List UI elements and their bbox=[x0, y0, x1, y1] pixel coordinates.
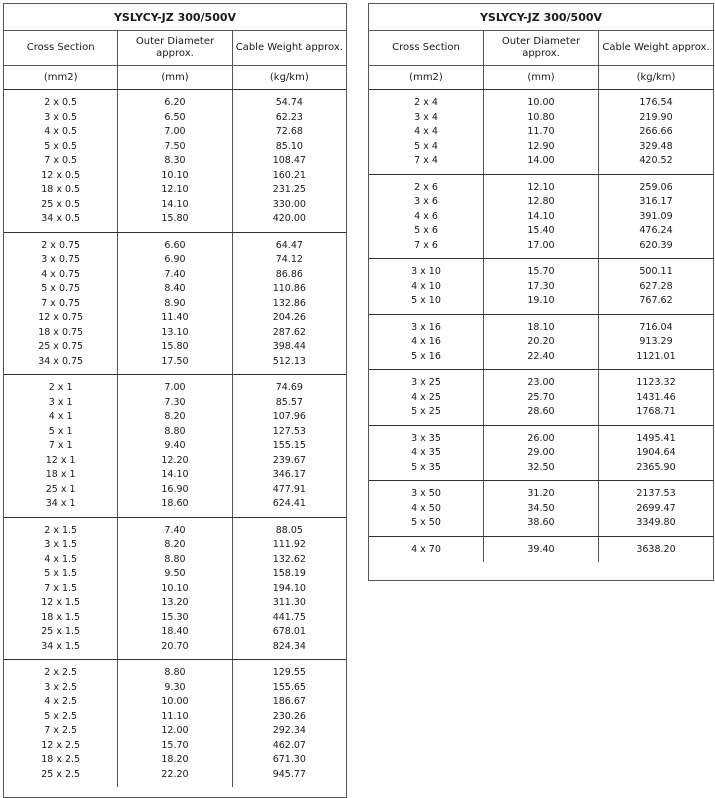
cable-weight-cell: 108.47 bbox=[272, 155, 306, 166]
cable-weight-cell: 330.00 bbox=[272, 198, 306, 210]
cross-section-cell: 2 x 1 bbox=[48, 382, 73, 393]
cable-weight-cell: 204.26 bbox=[272, 312, 306, 323]
cross-section-cell: 3 x 50 bbox=[411, 488, 441, 499]
outer-diameter-cell: 17.00 bbox=[527, 239, 555, 251]
cross-section-cell: 4 x 6 bbox=[414, 210, 438, 222]
cross-section-column bbox=[369, 426, 484, 481]
cross-section-cell: 5 x 6 bbox=[414, 225, 438, 236]
cross-section-column bbox=[369, 370, 484, 425]
outer-diameter-cell: 25.70 bbox=[527, 391, 555, 403]
outer-diameter-cell: 6.60 bbox=[164, 239, 186, 251]
cross-section-cell: 34 x 0.75 bbox=[38, 355, 84, 367]
cable-weight-column bbox=[599, 481, 713, 536]
outer-diameter-cell: 7.00 bbox=[164, 382, 186, 393]
row-group bbox=[4, 375, 346, 518]
unit-header-row bbox=[4, 66, 346, 90]
outer-diameter-cell: 14.10 bbox=[527, 210, 555, 222]
cross-section-cell: 25 x 0.75 bbox=[38, 341, 84, 352]
cable-weight-cell: 72.68 bbox=[275, 126, 303, 137]
cable-weight-cell: 88.05 bbox=[275, 524, 303, 536]
outer-diameter-cell: 11.40 bbox=[161, 312, 189, 323]
cable-weight-cell: 2365.90 bbox=[636, 461, 676, 473]
cross-section-cell: 18 x 2.5 bbox=[41, 754, 81, 765]
cross-section-cell: 34 x 1.5 bbox=[41, 640, 81, 652]
column-header-row bbox=[4, 31, 346, 66]
cable-weight-cell: 391.09 bbox=[639, 210, 673, 222]
outer-diameter-cell: 10.00 bbox=[527, 97, 555, 108]
cross-section-column bbox=[4, 90, 118, 232]
column-header: Cable Weight approx. bbox=[602, 42, 710, 53]
outer-diameter-column bbox=[484, 90, 599, 174]
outer-diameter-cell: 12.00 bbox=[161, 725, 189, 736]
outer-diameter-cell: 11.70 bbox=[527, 126, 555, 137]
cable-weight-cell: 85.10 bbox=[275, 140, 303, 152]
cable-weight-cell: 3638.20 bbox=[636, 543, 676, 555]
cable-weight-cell: 716.04 bbox=[639, 321, 673, 333]
outer-diameter-column bbox=[118, 233, 232, 375]
cable-weight-column bbox=[233, 90, 346, 232]
outer-diameter-cell: 7.50 bbox=[164, 140, 186, 152]
row-group bbox=[369, 259, 713, 315]
outer-diameter-cell: 32.50 bbox=[527, 461, 555, 473]
column-header: Cross Section bbox=[369, 31, 484, 65]
column-header: Outer Diameter approx. bbox=[118, 31, 232, 65]
outer-diameter-cell: 12.10 bbox=[161, 184, 189, 195]
cross-section-cell: 3 x 6 bbox=[414, 196, 438, 207]
cable-weight-column bbox=[599, 259, 713, 314]
cable-weight-cell: 2137.53 bbox=[636, 488, 676, 499]
cable-weight-column bbox=[233, 660, 346, 787]
cross-section-cell: 5 x 1.5 bbox=[44, 568, 78, 579]
cable-weight-column bbox=[233, 518, 346, 660]
cable-weight-cell: 824.34 bbox=[272, 640, 306, 652]
cable-weight-cell: 127.53 bbox=[272, 425, 306, 437]
outer-diameter-column bbox=[484, 175, 599, 259]
cross-section-cell: 3 x 1 bbox=[48, 396, 73, 408]
table-body bbox=[369, 90, 713, 562]
outer-diameter-cell: 20.70 bbox=[161, 640, 189, 652]
cross-section-cell: 7 x 1 bbox=[48, 440, 73, 451]
outer-diameter-cell: 28.60 bbox=[527, 406, 555, 417]
cross-section-cell: 3 x 25 bbox=[411, 377, 441, 388]
cross-section-cell: 3 x 4 bbox=[414, 111, 438, 123]
outer-diameter-cell: 11.10 bbox=[161, 710, 189, 722]
outer-diameter-cell: 29.00 bbox=[527, 447, 555, 458]
cable-weight-cell: 311.30 bbox=[272, 597, 306, 608]
cable-weight-column bbox=[599, 426, 713, 481]
cross-section-cell: 3 x 0.5 bbox=[44, 111, 78, 123]
outer-diameter-cell: 34.50 bbox=[527, 502, 555, 514]
outer-diameter-cell: 6.90 bbox=[164, 254, 186, 265]
outer-diameter-cell: 18.60 bbox=[161, 498, 189, 509]
outer-diameter-cell: 18.20 bbox=[161, 754, 189, 765]
cable-weight-cell: 1431.46 bbox=[636, 391, 676, 403]
cross-section-cell: 12 x 1.5 bbox=[41, 597, 81, 608]
cable-weight-cell: 132.62 bbox=[272, 553, 306, 565]
outer-diameter-cell: 22.20 bbox=[161, 768, 189, 780]
cable-weight-cell: 913.29 bbox=[639, 336, 673, 347]
row-group bbox=[4, 660, 346, 787]
cross-section-cell: 7 x 4 bbox=[414, 155, 438, 166]
cross-section-cell: 25 x 1 bbox=[45, 483, 76, 495]
cross-section-column bbox=[369, 90, 484, 174]
outer-diameter-cell: 22.40 bbox=[527, 350, 555, 362]
unit-header: (kg/km) bbox=[269, 71, 309, 83]
cross-section-cell: 3 x 16 bbox=[411, 321, 441, 333]
cable-weight-cell: 160.21 bbox=[272, 169, 306, 181]
cross-section-column bbox=[4, 518, 118, 660]
table-body bbox=[4, 90, 346, 787]
cross-section-cell: 5 x 0.5 bbox=[44, 140, 78, 152]
cable-weight-cell: 62.23 bbox=[275, 111, 303, 123]
cross-section-cell: 5 x 35 bbox=[411, 461, 441, 473]
outer-diameter-cell: 31.20 bbox=[527, 488, 555, 499]
cable-weight-cell: 176.54 bbox=[639, 97, 673, 108]
cross-section-column bbox=[369, 175, 484, 259]
unit-header: (mm2) bbox=[369, 66, 484, 89]
cross-section-cell: 5 x 2.5 bbox=[44, 710, 78, 722]
cross-section-cell: 3 x 0.75 bbox=[41, 254, 81, 265]
row-group bbox=[369, 90, 713, 175]
outer-diameter-cell: 7.00 bbox=[164, 126, 186, 137]
cross-section-cell: 25 x 2.5 bbox=[41, 768, 81, 780]
outer-diameter-column bbox=[484, 481, 599, 536]
cable-weight-cell: 512.13 bbox=[272, 355, 306, 367]
cable-weight-cell: 624.41 bbox=[272, 498, 306, 509]
cross-section-cell: 18 x 1 bbox=[45, 469, 76, 480]
unit-header-row bbox=[369, 66, 713, 90]
outer-diameter-cell: 15.40 bbox=[527, 225, 555, 236]
row-group bbox=[369, 175, 713, 260]
cable-weight-cell: 671.30 bbox=[272, 754, 306, 765]
cable-weight-cell: 678.01 bbox=[272, 626, 306, 637]
cable-weight-cell: 420.52 bbox=[639, 155, 673, 166]
cable-weight-cell: 74.12 bbox=[275, 254, 303, 265]
column-header: Outer Diameter approx. bbox=[484, 31, 599, 65]
cable-weight-cell: 86.86 bbox=[275, 268, 303, 280]
outer-diameter-cell: 12.20 bbox=[161, 454, 189, 466]
outer-diameter-cell: 8.90 bbox=[164, 297, 186, 309]
cross-section-cell: 2 x 0.75 bbox=[41, 239, 81, 251]
outer-diameter-cell: 8.20 bbox=[164, 539, 186, 550]
unit-header: (mm2) bbox=[4, 66, 118, 89]
cross-section-cell: 7 x 2.5 bbox=[44, 725, 78, 736]
cable-weight-column bbox=[599, 175, 713, 259]
outer-diameter-cell: 18.10 bbox=[527, 321, 555, 333]
cross-section-column bbox=[369, 537, 484, 563]
outer-diameter-cell: 9.40 bbox=[164, 440, 186, 451]
outer-diameter-cell: 15.70 bbox=[161, 739, 189, 751]
cross-section-cell: 7 x 0.75 bbox=[41, 297, 81, 309]
cable-weight-cell: 129.55 bbox=[272, 667, 306, 678]
outer-diameter-cell: 26.00 bbox=[527, 432, 555, 444]
outer-diameter-column bbox=[484, 537, 599, 563]
cable-table-left bbox=[3, 3, 347, 798]
cross-section-cell: 4 x 25 bbox=[411, 391, 441, 403]
row-group bbox=[369, 481, 713, 537]
cross-section-cell: 18 x 0.75 bbox=[38, 326, 84, 338]
cross-section-cell: 3 x 1.5 bbox=[44, 539, 78, 550]
outer-diameter-column bbox=[118, 90, 232, 232]
outer-diameter-cell: 8.80 bbox=[164, 425, 186, 437]
cross-section-cell: 3 x 2.5 bbox=[44, 681, 78, 693]
outer-diameter-cell: 20.20 bbox=[527, 336, 555, 347]
cable-weight-cell: 155.15 bbox=[272, 440, 306, 451]
outer-diameter-cell: 13.10 bbox=[161, 326, 189, 338]
column-header-row bbox=[369, 31, 713, 66]
cross-section-cell: 18 x 1.5 bbox=[41, 611, 81, 623]
cross-section-cell: 18 x 0.5 bbox=[41, 184, 81, 195]
cable-weight-cell: 316.17 bbox=[639, 196, 673, 207]
outer-diameter-cell: 8.20 bbox=[164, 411, 186, 422]
cable-table-right bbox=[368, 3, 714, 581]
outer-diameter-cell: 12.10 bbox=[527, 181, 555, 193]
cable-weight-column bbox=[599, 370, 713, 425]
outer-diameter-cell: 10.80 bbox=[527, 111, 555, 123]
table-title: YSLYCY-JZ 300/500V bbox=[4, 4, 346, 31]
cable-weight-cell: 1904.64 bbox=[636, 447, 676, 458]
row-group bbox=[369, 537, 713, 563]
cross-section-cell: 4 x 0.75 bbox=[41, 268, 81, 280]
cable-weight-column bbox=[599, 315, 713, 370]
cross-section-cell: 4 x 16 bbox=[411, 336, 441, 347]
cable-weight-cell: 620.39 bbox=[639, 239, 673, 251]
cross-section-cell: 4 x 4 bbox=[414, 126, 438, 137]
cross-section-cell: 5 x 16 bbox=[411, 350, 441, 362]
cross-section-cell: 5 x 50 bbox=[411, 517, 441, 528]
outer-diameter-cell: 7.40 bbox=[164, 524, 186, 536]
cross-section-cell: 3 x 35 bbox=[411, 432, 441, 444]
outer-diameter-cell: 16.90 bbox=[161, 483, 189, 495]
outer-diameter-column bbox=[118, 518, 232, 660]
cable-weight-cell: 111.92 bbox=[272, 539, 306, 550]
cross-section-column bbox=[369, 259, 484, 314]
row-group bbox=[369, 426, 713, 482]
cross-section-cell: 12 x 0.75 bbox=[38, 312, 84, 323]
unit-header: (mm) bbox=[118, 66, 232, 89]
outer-diameter-column bbox=[484, 259, 599, 314]
outer-diameter-cell: 8.30 bbox=[164, 155, 186, 166]
cross-section-cell: 7 x 1.5 bbox=[44, 582, 78, 594]
unit-header: (kg/km) bbox=[636, 71, 676, 83]
cable-weight-column bbox=[233, 233, 346, 375]
cross-section-cell: 2 x 1.5 bbox=[44, 524, 78, 536]
outer-diameter-cell: 14.00 bbox=[527, 155, 555, 166]
outer-diameter-cell: 17.30 bbox=[527, 280, 555, 292]
cable-weight-cell: 64.47 bbox=[275, 239, 303, 251]
outer-diameter-column bbox=[484, 370, 599, 425]
outer-diameter-cell: 9.30 bbox=[164, 681, 186, 693]
cable-weight-cell: 945.77 bbox=[272, 768, 306, 780]
cable-weight-cell: 54.74 bbox=[275, 97, 303, 108]
column-header: Cable Weight approx. bbox=[235, 42, 343, 53]
outer-diameter-column bbox=[484, 315, 599, 370]
outer-diameter-cell: 14.10 bbox=[161, 469, 189, 480]
cable-weight-cell: 1768.71 bbox=[636, 406, 676, 417]
outer-diameter-cell: 10.10 bbox=[161, 169, 189, 181]
row-group bbox=[4, 90, 346, 233]
outer-diameter-cell: 39.40 bbox=[527, 543, 555, 555]
cable-weight-cell: 132.86 bbox=[272, 297, 306, 309]
outer-diameter-cell: 10.00 bbox=[161, 696, 189, 707]
outer-diameter-cell: 6.50 bbox=[164, 111, 186, 123]
cross-section-cell: 2 x 0.5 bbox=[44, 97, 78, 108]
cable-weight-cell: 110.86 bbox=[272, 283, 306, 294]
cross-section-cell: 4 x 1.5 bbox=[44, 553, 78, 565]
outer-diameter-cell: 12.90 bbox=[527, 140, 555, 152]
cable-weight-cell: 500.11 bbox=[639, 266, 673, 277]
outer-diameter-cell: 7.40 bbox=[164, 268, 186, 280]
cross-section-cell: 4 x 50 bbox=[411, 502, 441, 514]
cross-section-cell: 5 x 25 bbox=[411, 406, 441, 417]
cable-weight-column bbox=[599, 90, 713, 174]
cable-weight-column bbox=[599, 537, 713, 563]
cable-weight-cell: 420.00 bbox=[272, 213, 306, 224]
cable-weight-cell: 1123.32 bbox=[636, 377, 676, 388]
cable-weight-cell: 441.75 bbox=[272, 611, 306, 623]
cross-section-cell: 4 x 2.5 bbox=[44, 696, 78, 707]
cable-weight-cell: 2699.47 bbox=[636, 502, 676, 514]
cable-weight-cell: 155.65 bbox=[272, 681, 306, 693]
cable-weight-cell: 107.96 bbox=[272, 411, 306, 422]
cable-weight-cell: 627.28 bbox=[639, 280, 673, 292]
cable-weight-cell: 767.62 bbox=[639, 295, 673, 306]
row-group bbox=[369, 370, 713, 426]
row-group bbox=[4, 233, 346, 376]
cable-weight-cell: 231.25 bbox=[272, 184, 306, 195]
cross-section-cell: 12 x 0.5 bbox=[41, 169, 81, 181]
outer-diameter-cell: 9.50 bbox=[164, 568, 186, 579]
outer-diameter-cell: 17.50 bbox=[161, 355, 189, 367]
cross-section-cell: 12 x 1 bbox=[45, 454, 76, 466]
cross-section-cell: 5 x 0.75 bbox=[41, 283, 81, 294]
outer-diameter-cell: 10.10 bbox=[161, 582, 189, 594]
outer-diameter-cell: 12.80 bbox=[527, 196, 555, 207]
cross-section-cell: 5 x 10 bbox=[411, 295, 441, 306]
outer-diameter-cell: 15.80 bbox=[161, 341, 189, 352]
cable-weight-cell: 1495.41 bbox=[636, 432, 676, 444]
cable-weight-cell: 292.34 bbox=[272, 725, 306, 736]
row-group bbox=[4, 518, 346, 661]
outer-diameter-cell: 6.20 bbox=[164, 97, 186, 108]
cable-weight-cell: 346.17 bbox=[272, 469, 306, 480]
outer-diameter-cell: 15.70 bbox=[527, 266, 555, 277]
cross-section-column bbox=[369, 315, 484, 370]
outer-diameter-cell: 15.80 bbox=[161, 213, 189, 224]
cross-section-column bbox=[4, 660, 118, 787]
cross-section-cell: 7 x 0.5 bbox=[44, 155, 78, 166]
outer-diameter-cell: 38.60 bbox=[527, 517, 555, 528]
outer-diameter-cell: 19.10 bbox=[527, 295, 555, 306]
cable-weight-cell: 158.19 bbox=[272, 568, 306, 579]
outer-diameter-cell: 18.40 bbox=[161, 626, 189, 637]
outer-diameter-column bbox=[118, 375, 232, 517]
cable-weight-cell: 74.69 bbox=[275, 382, 303, 393]
cross-section-cell: 2 x 2.5 bbox=[44, 667, 78, 678]
cross-section-cell: 5 x 4 bbox=[414, 140, 438, 152]
cross-section-cell: 4 x 70 bbox=[411, 543, 441, 555]
cross-section-cell: 34 x 1 bbox=[45, 498, 76, 509]
column-header: Cross Section bbox=[4, 31, 118, 65]
cross-section-cell: 2 x 6 bbox=[414, 181, 438, 193]
cross-section-cell: 25 x 1.5 bbox=[41, 626, 81, 637]
cross-section-cell: 12 x 2.5 bbox=[41, 739, 81, 751]
cable-weight-cell: 194.10 bbox=[272, 582, 306, 594]
outer-diameter-column bbox=[118, 660, 232, 787]
cross-section-column bbox=[369, 481, 484, 536]
cable-weight-cell: 259.06 bbox=[639, 181, 673, 193]
cable-weight-cell: 477.91 bbox=[272, 483, 306, 495]
outer-diameter-cell: 8.80 bbox=[164, 667, 186, 678]
cross-section-cell: 7 x 6 bbox=[414, 239, 438, 251]
row-group bbox=[369, 315, 713, 371]
cross-section-cell: 5 x 1 bbox=[48, 425, 73, 437]
cross-section-cell: 4 x 35 bbox=[411, 447, 441, 458]
cross-section-column bbox=[4, 375, 118, 517]
cross-section-cell: 3 x 10 bbox=[411, 266, 441, 277]
cable-weight-cell: 266.66 bbox=[639, 126, 673, 137]
cross-section-cell: 4 x 10 bbox=[411, 280, 441, 292]
cross-section-column bbox=[4, 233, 118, 375]
cable-weight-cell: 3349.80 bbox=[636, 517, 676, 528]
cable-weight-cell: 462.07 bbox=[272, 739, 306, 751]
outer-diameter-cell: 15.30 bbox=[161, 611, 189, 623]
cross-section-cell: 34 x 0.5 bbox=[41, 213, 81, 224]
table-title: YSLYCY-JZ 300/500V bbox=[369, 4, 713, 31]
outer-diameter-cell: 8.40 bbox=[164, 283, 186, 294]
cable-weight-cell: 85.57 bbox=[275, 396, 303, 408]
cable-weight-cell: 398.44 bbox=[272, 341, 306, 352]
cross-section-cell: 25 x 0.5 bbox=[41, 198, 81, 210]
outer-diameter-cell: 14.10 bbox=[161, 198, 189, 210]
cross-section-cell: 4 x 1 bbox=[48, 411, 73, 422]
cable-weight-cell: 476.24 bbox=[639, 225, 673, 236]
cable-weight-column bbox=[233, 375, 346, 517]
outer-diameter-cell: 13.20 bbox=[161, 597, 189, 608]
cable-weight-cell: 230.26 bbox=[272, 710, 306, 722]
cable-weight-cell: 287.62 bbox=[272, 326, 306, 338]
outer-diameter-cell: 23.00 bbox=[527, 377, 555, 388]
cable-weight-cell: 186.67 bbox=[272, 696, 306, 707]
cable-weight-cell: 239.67 bbox=[272, 454, 306, 466]
cable-weight-cell: 329.48 bbox=[639, 140, 673, 152]
outer-diameter-cell: 8.80 bbox=[164, 553, 186, 565]
cable-weight-cell: 219.90 bbox=[639, 111, 673, 123]
unit-header: (mm) bbox=[484, 66, 599, 89]
outer-diameter-cell: 7.30 bbox=[164, 396, 186, 408]
outer-diameter-column bbox=[484, 426, 599, 481]
cross-section-cell: 4 x 0.5 bbox=[44, 126, 78, 137]
cross-section-cell: 2 x 4 bbox=[414, 97, 438, 108]
cable-weight-cell: 1121.01 bbox=[636, 350, 676, 362]
